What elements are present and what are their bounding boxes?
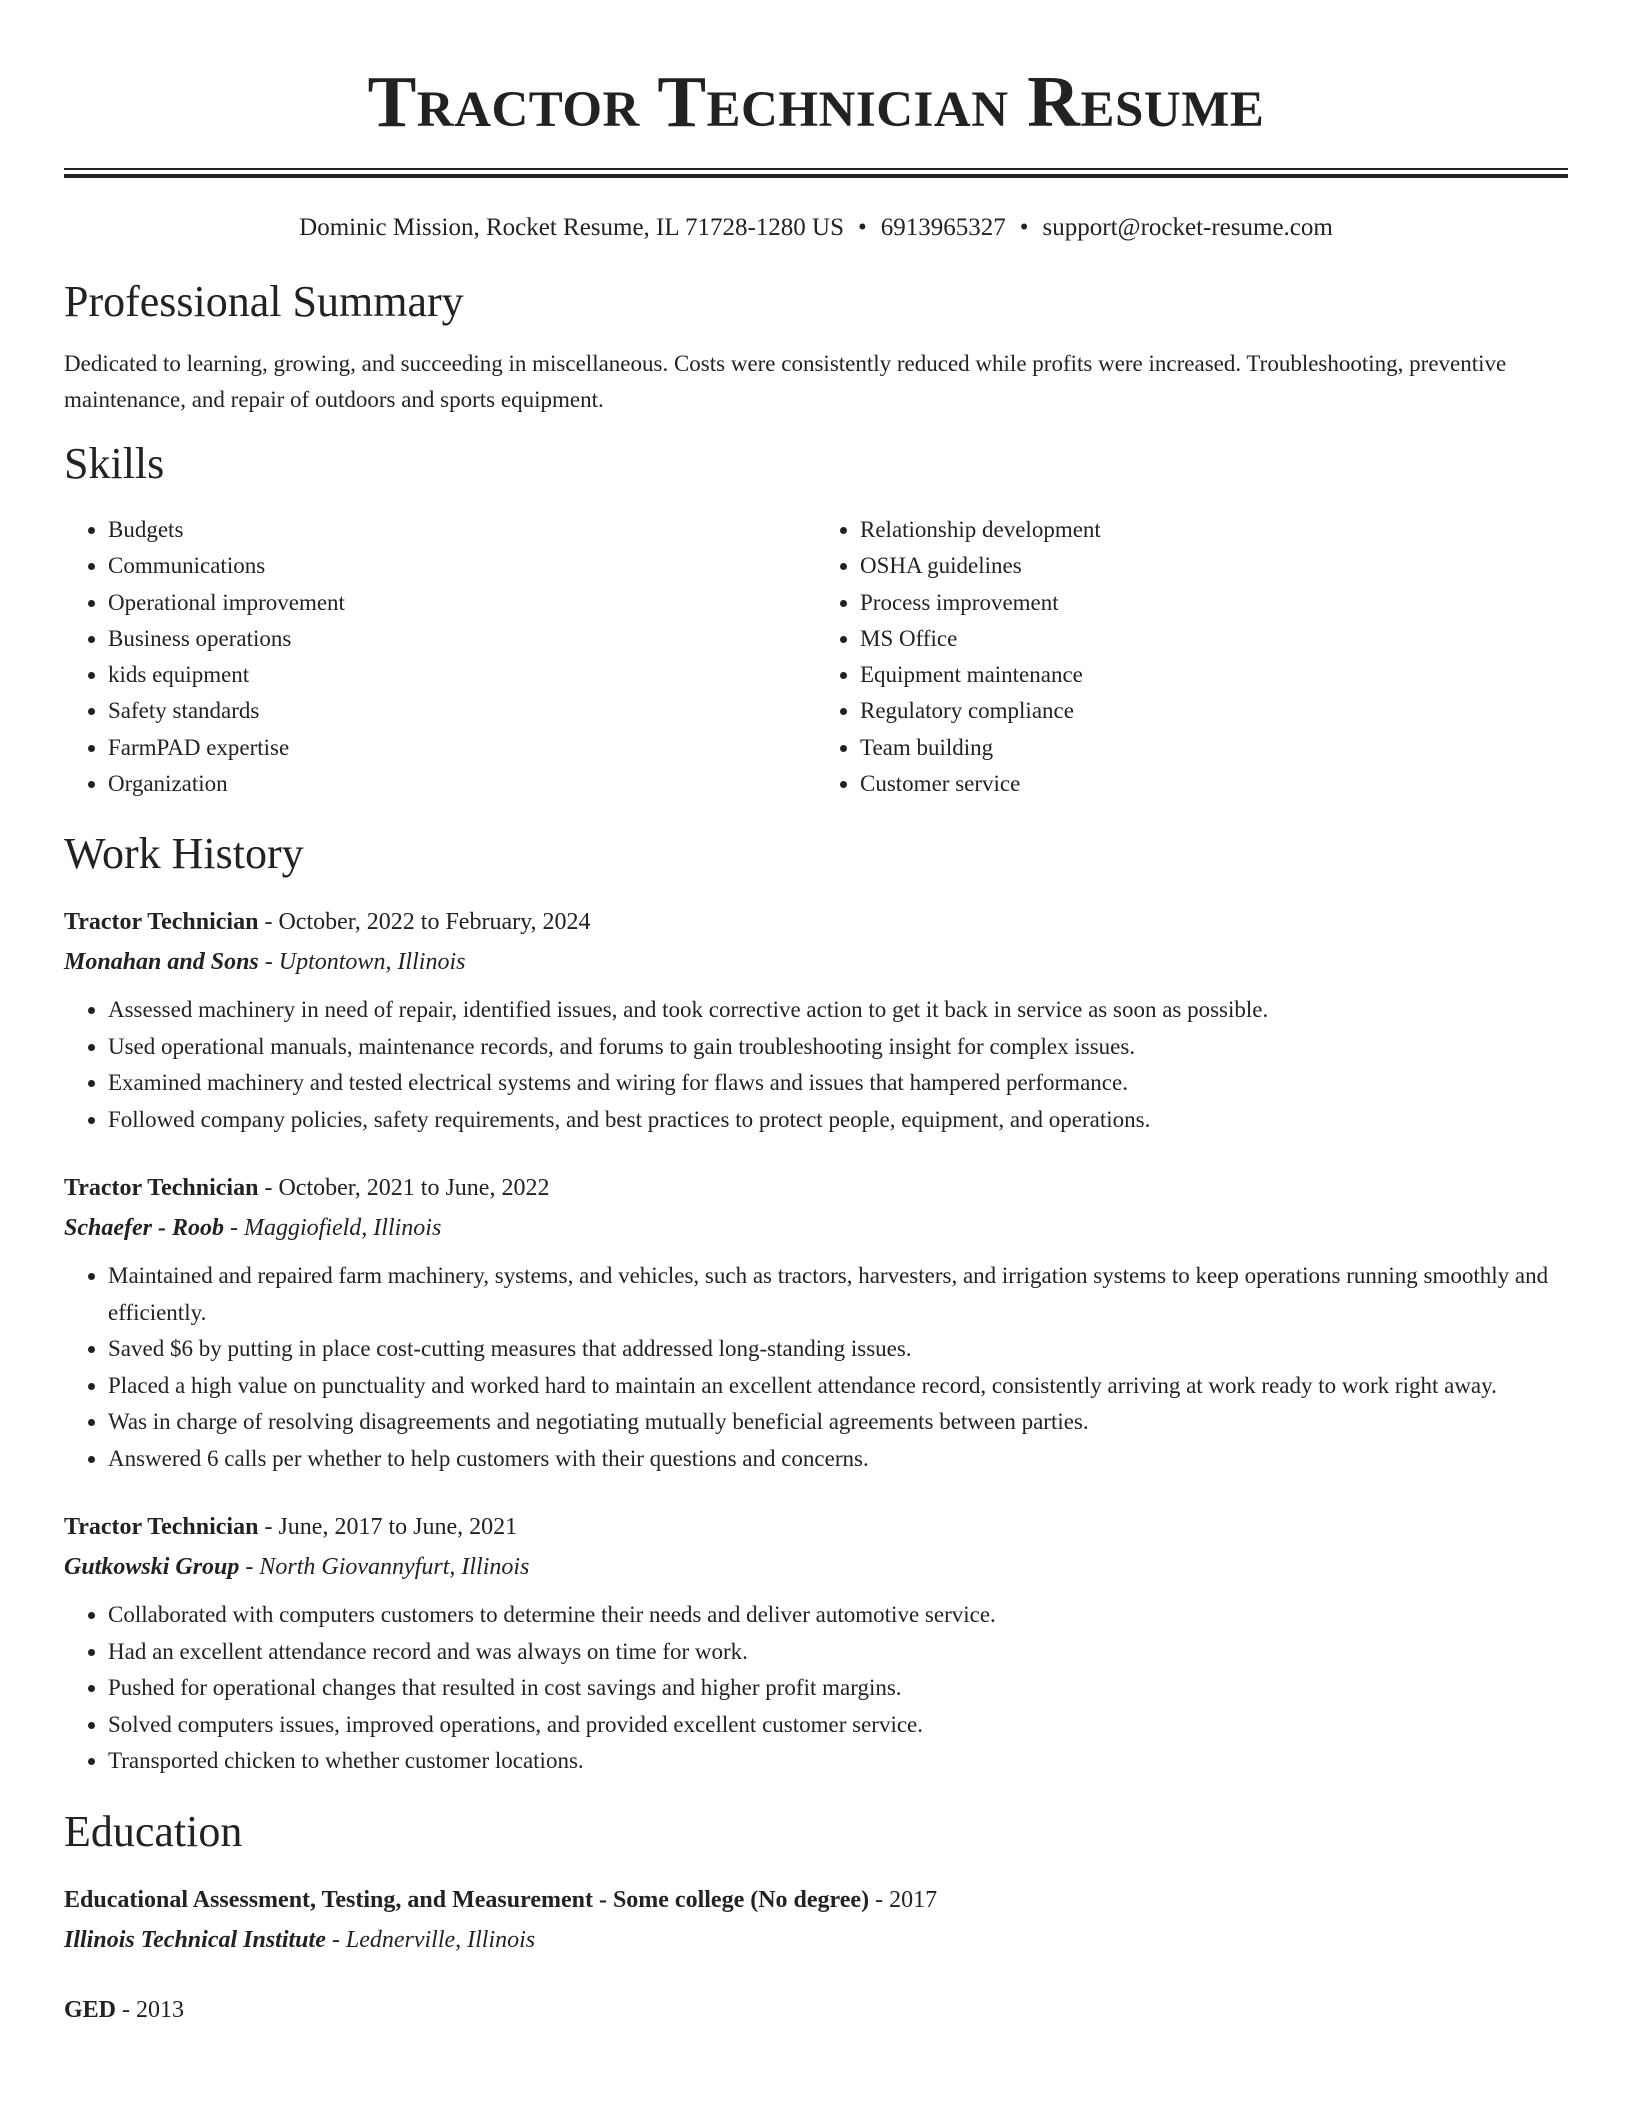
company-location: Maggiofield, Illinois (243, 1215, 442, 1242)
job-bullet: • Had an excellent attendance record and was always on time for work. (108, 1634, 1568, 1671)
skills-list-left (64, 512, 816, 802)
job-company-line: Gutkowski Group - North Giovannyfurt, Illinois (64, 1554, 530, 1581)
job-company-line: Monahan and Sons - Uptontown, Illinois (64, 949, 466, 976)
job-bullet: • Assessed machinery in need of repair, identified issues, and took corrective action to get it back in service as soon as possible. (108, 992, 1568, 1029)
contact-separator: • (1019, 214, 1029, 241)
contact-separator: • (858, 214, 867, 241)
education-degree-line: Educational Assessment, Testing, and Measurement - Some college (No degree) - 2017 (64, 1886, 938, 1913)
skill-item: • Safety standards (108, 693, 816, 729)
skills-heading: Skills (64, 439, 165, 488)
company-location: Uptontown, Illinois (278, 949, 466, 976)
contact-phone: 6913965327 (880, 214, 1006, 241)
contact-line (64, 212, 1568, 244)
education-degree-line: GED - 2013 (64, 1996, 185, 2023)
resume-title: Tractor Technician Resume (367, 61, 1265, 142)
education-heading: Education (64, 1806, 243, 1856)
job-company-line: Schaefer - Roob - Maggiofield, Illinois (64, 1215, 442, 1242)
job-bullet: • Answered 6 calls per whether to help customers with their questions and concerns. (108, 1441, 1568, 1478)
summary-text: Dedicated to learning, growing, and succeeding in miscellaneous. Costs were consistently reduced while profits were increased. Troubleshooting, preventive maintenance, and repair of outdoors and sports equipment. (64, 351, 1507, 412)
job-dates: October, 2022 to February, 2024 (278, 909, 591, 936)
skill-item: • Relationship development (860, 512, 1568, 548)
job-title-line: Tractor Technician - June, 2017 to June, 2021 (64, 1514, 518, 1541)
skill-item: • Budgets (108, 512, 816, 548)
summary-heading: Professional Summary (64, 277, 464, 326)
job-title: Tractor Technician (64, 909, 259, 936)
school-location: Lednerville, Illinois (345, 1926, 536, 1953)
job-bullets (64, 992, 1568, 1138)
skill-item: • MS Office (860, 621, 1568, 657)
education-year: 2013 (136, 1996, 185, 2023)
skill-item: • Process improvement (860, 585, 1568, 621)
job-bullet: • Was in charge of resolving disagreements and negotiating mutually beneficial agreements between parties. (108, 1404, 1568, 1441)
skills-list-right (816, 512, 1568, 802)
work-history-heading: Work History (64, 829, 304, 879)
job-bullet: • Collaborated with computers customers to determine their needs and deliver automotive service. (108, 1597, 1568, 1634)
job-title-line: Tractor Technician - October, 2022 to February, 2024 (64, 909, 591, 936)
skill-item: • Operational improvement (108, 585, 816, 621)
job-dates: October, 2021 to June, 2022 (278, 1175, 550, 1202)
job-bullets (64, 1597, 1568, 1780)
education-degree: GED (64, 1996, 117, 2023)
company-location: North Giovannyfurt, Illinois (259, 1554, 530, 1581)
skill-item: • Organization (108, 766, 816, 802)
company-name: Monahan and Sons (64, 949, 259, 976)
education-entry (64, 1990, 1568, 2030)
skill-item: • Business operations (108, 621, 816, 657)
job-bullet: • Pushed for operational changes that resulted in cost savings and higher profit margins. (108, 1670, 1568, 1707)
education-entry (64, 1880, 1568, 1960)
skills-grid (64, 512, 1568, 802)
job-title: Tractor Technician (64, 1175, 259, 1202)
skill-item: • Communications (108, 548, 816, 584)
skill-item: • Equipment maintenance (860, 657, 1568, 693)
job-bullet: • Solved computers issues, improved operations, and provided excellent customer service. (108, 1707, 1568, 1744)
job-bullet: • Examined machinery and tested electrical systems and wiring for flaws and issues that hampered performance. (108, 1065, 1568, 1102)
company-name: Gutkowski Group (64, 1554, 240, 1581)
skill-item: • Customer service (860, 766, 1568, 802)
school-name: Illinois Technical Institute (64, 1926, 326, 1953)
job-bullet: • Transported chicken to whether customer locations. (108, 1743, 1568, 1780)
job-entry (64, 902, 1568, 1138)
company-name: Schaefer - Roob (64, 1215, 224, 1242)
job-bullet: • Used operational manuals, maintenance records, and forums to gain troubleshooting insight for complex issues. (108, 1029, 1568, 1066)
skill-item: • OSHA guidelines (860, 548, 1568, 584)
job-entry (64, 1507, 1568, 1780)
job-bullet: • Saved $6 by putting in place cost-cutting measures that addressed long-standing issues. (108, 1331, 1568, 1368)
education-year: 2017 (889, 1886, 938, 1913)
job-title: Tractor Technician (64, 1514, 259, 1541)
job-bullet: • Maintained and repaired farm machinery, systems, and vehicles, such as tractors, harvesters, and irrigation systems to keep operations running smoothly and efficiently. (108, 1258, 1568, 1331)
job-bullet: • Followed company policies, safety requirements, and best practices to protect people, equipment, and operations. (108, 1102, 1568, 1139)
job-entry (64, 1168, 1568, 1477)
education-degree: Educational Assessment, Testing, and Measurement - Some college (No degree) (64, 1886, 870, 1913)
contact-address: Dominic Mission, Rocket Resume, IL 71728-1280 US (299, 214, 845, 241)
job-bullet: • Placed a high value on punctuality and worked hard to maintain an excellent attendance record, consistently arriving at work ready to work right away. (108, 1368, 1568, 1405)
skill-item: • Regulatory compliance (860, 693, 1568, 729)
education-school-line: Illinois Technical Institute - Lednerville, Illinois (64, 1926, 536, 1953)
skill-item: • FarmPAD expertise (108, 730, 816, 766)
job-title-line: Tractor Technician - October, 2021 to June, 2022 (64, 1175, 550, 1202)
contact-email[interactable]: support@rocket-resume.com (1042, 214, 1333, 241)
skill-item: • Team building (860, 730, 1568, 766)
job-dates: June, 2017 to June, 2021 (278, 1514, 518, 1541)
skill-item: • kids equipment (108, 657, 816, 693)
title-divider (64, 168, 1568, 178)
job-bullets (64, 1258, 1568, 1477)
